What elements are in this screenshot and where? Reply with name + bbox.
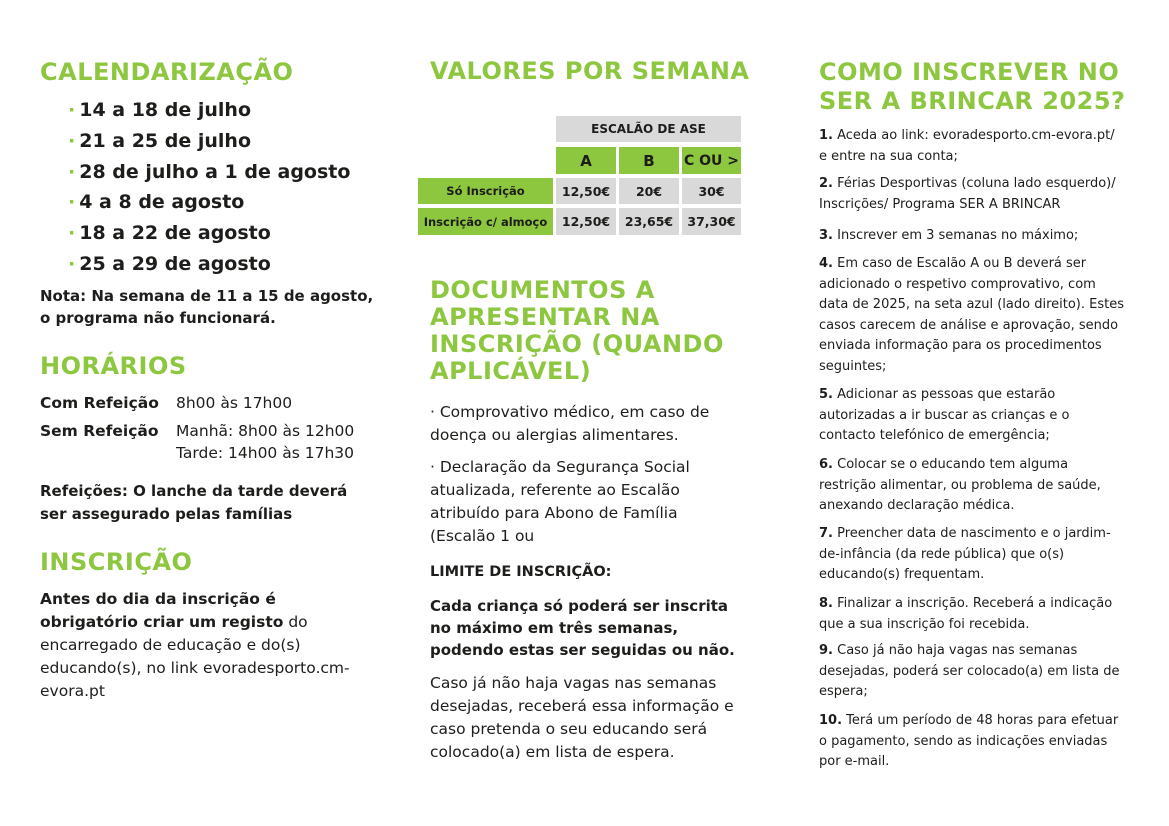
doc-item: · Declaração da Segurança Social atualizada, referente ao Escalão atribuído para Abono de Família (Escalão 1 ou — [430, 458, 690, 545]
step-item: 2. Férias Desportivas (coluna lado esquerdo)/ Inscrições/ Programa SER A BRINCAR — [819, 176, 1116, 212]
step-item: 7. Preencher data de nascimento e o jardim-de-infância (da rede pública) que o(s) educando(s) frequentam. — [819, 526, 1111, 582]
calendar-title: CALENDARIZAÇÃO — [40, 58, 294, 86]
nota-text: Nota: Na semana de 11 a 15 de agosto, o programa não funcionará. — [40, 287, 374, 327]
step-item: 9. Caso já não haja vagas nas semanas desejadas, poderá ser colocado(a) em lista de espera; — [819, 643, 1120, 699]
horarios-title: HORÁRIOS — [40, 352, 187, 380]
list-item: · 18 a 22 de agosto — [68, 222, 271, 245]
doc-item: · Comprovativo médico, em caso de doença ou alergias alimentares. — [430, 403, 710, 444]
table-cell: 30€ — [682, 178, 741, 204]
list-item: · 14 a 18 de julho — [68, 99, 251, 121]
step-item: 10. Terá um período de 48 horas para efetuar o pagamento, sendo as indicações enviadas por e-mail. — [819, 713, 1119, 769]
list-item: · 25 a 29 de agosto — [68, 252, 271, 275]
table-cell: 37,30€ — [682, 208, 741, 235]
documentos-title: DOCUMENTOS A APRESENTAR NA INSCRIÇÃO (QUANDO APLICÁVEL) — [430, 276, 724, 385]
bullet-icon: · — [68, 191, 76, 214]
table-group-header: ESCALÃO DE ASE — [556, 116, 741, 142]
com-refeicao-value: 8h00 às 17h00 — [176, 394, 293, 412]
step-item: 5. Adicionar as pessoas que estarão autorizadas a ir buscar as crianças e o contacto telefónico de emergência; — [819, 387, 1070, 443]
limite-title: LIMITE DE INSCRIÇÃO: — [430, 564, 612, 580]
como-inscrever-title: COMO INSCREVER NO SER A BRINCAR 2025? — [819, 58, 1126, 115]
step-item: 6. Colocar se o educando tem alguma restrição alimentar, ou problema de saúde, anexando declaração médica. — [819, 457, 1101, 513]
sem-refeicao-value-afternoon: Tarde: 14h00 às 17h30 — [176, 444, 354, 462]
sem-refeicao-value-morning: Manhã: 8h00 às 12h00 — [176, 422, 355, 440]
com-refeicao-label: Com Refeição — [40, 394, 159, 412]
bullet-icon: · — [68, 129, 76, 152]
bullet-icon: · — [68, 222, 76, 245]
list-item: · 21 a 25 de julho — [68, 129, 251, 152]
table-cell: 12,50€ — [556, 178, 616, 204]
inscricao-title: INSCRIÇÃO — [40, 548, 193, 576]
list-item: · 4 a 8 de agosto — [68, 191, 245, 214]
table-column-header: A — [556, 147, 616, 174]
refeicoes-note: Refeições: O lanche da tarde deverá ser assegurado pelas famílias — [40, 482, 348, 523]
table-row-label: Só Inscrição — [418, 178, 553, 204]
limite-bold-text: Cada criança só poderá ser inscrita no máximo em três semanas, podendo estas ser seguidas ou não. — [430, 597, 735, 659]
bullet-icon: · — [68, 99, 76, 121]
step-item: 3. Inscrever em 3 semanas no máximo; — [819, 228, 1079, 243]
limite-body-text: Caso já não haja vagas nas semanas desejadas, receberá essa informação e caso pretenda o seu educando será colocado(a) em lista de espera. — [430, 674, 734, 761]
table-row-label: Inscrição c/ almoço — [418, 208, 553, 235]
table-cell: 12,50€ — [556, 208, 616, 235]
step-item: 1. Aceda ao link: evoradesporto.cm-evora.pt/ e entre na sua conta; — [819, 128, 1115, 164]
table-column-header: B — [619, 147, 679, 174]
list-item: · 28 de julho a 1 de agosto — [68, 160, 351, 183]
table-cell: 23,65€ — [619, 208, 679, 235]
valores-title: VALORES POR SEMANA — [430, 57, 750, 85]
table-column-header: C OU > — [682, 147, 741, 174]
inscricao-text: Antes do dia da inscrição é obrigatório criar um registo do encarregado de educação e do(s) educando(s), no link evoradesporto.cm-evora.pt — [40, 590, 350, 700]
dates-list — [68, 95, 350, 280]
table-cell: 20€ — [619, 178, 679, 204]
bullet-icon: · — [68, 160, 76, 183]
step-item: 4. Em caso de Escalão A ou B deverá ser adicionado o respetivo comprovativo, com data de 2025, na seta azul (lado direito). Estes casos carecem de análise e aprovação, sendo enviada informação para os procedimentos seguintes; — [819, 256, 1124, 374]
step-item: 8. Finalizar a inscrição. Receberá a indicação que a sua inscrição foi recebida. — [819, 596, 1113, 632]
bullet-icon: · — [68, 252, 76, 275]
sem-refeicao-label: Sem Refeição — [40, 422, 159, 440]
